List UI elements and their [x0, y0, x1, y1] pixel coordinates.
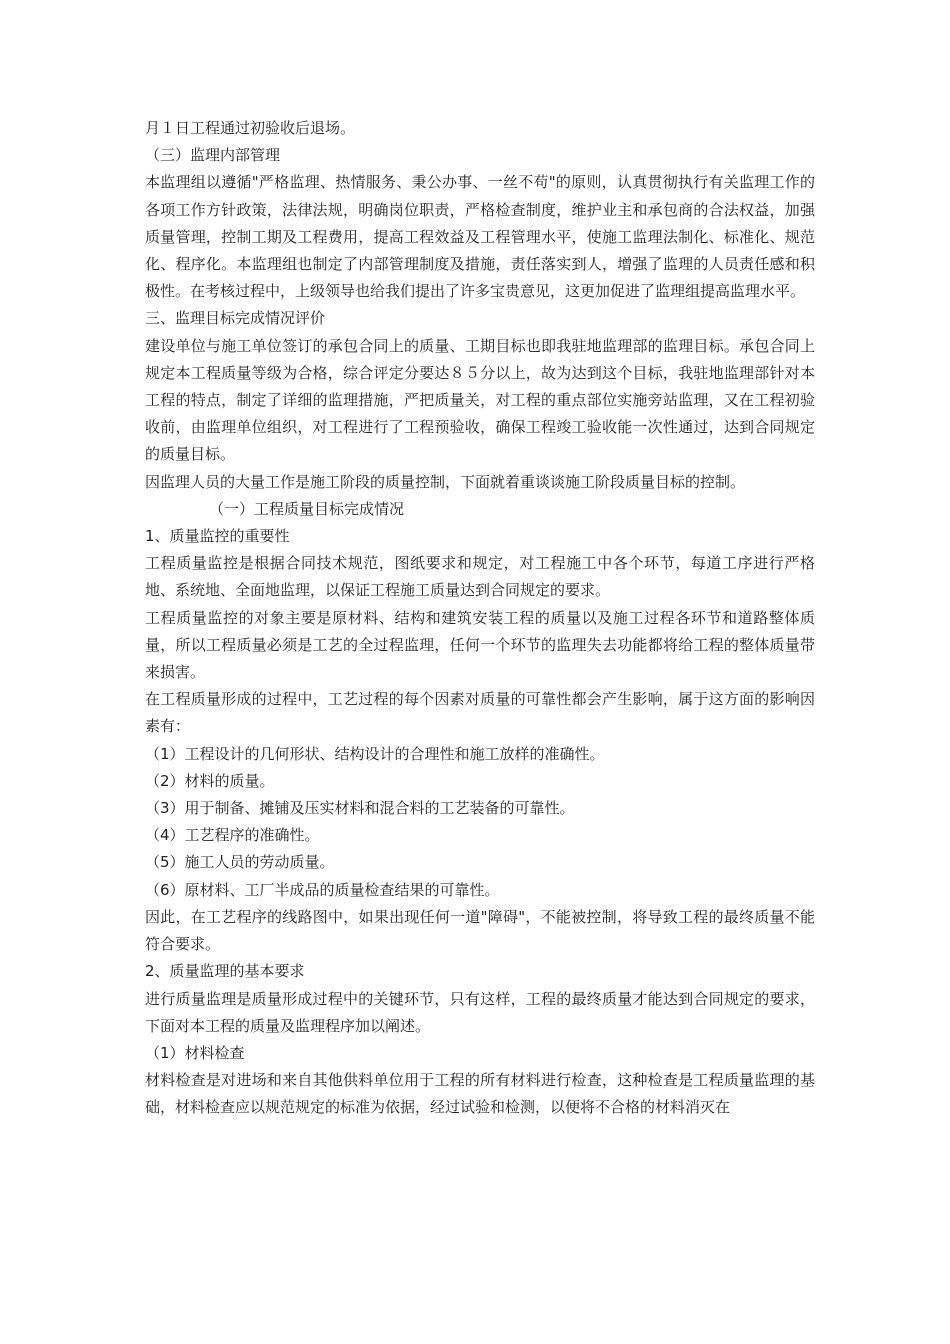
subheading-basic-requirements: 2、质量监理的基本要求 — [145, 962, 305, 981]
list-item-factor-3: （3）用于制备、摊铺及压实材料和混合料的工艺装备的可靠性。 — [145, 799, 575, 818]
paragraph-obstacle: 因此，在工艺程序的线路图中，如果出现任何一道"障碍"，不能被控制，将导致工程的最终质量不能符合要求。 — [145, 907, 815, 954]
section-heading-goal-evaluation: 三、监理目标完成情况评价 — [145, 309, 326, 328]
subheading-importance: 1、质量监控的重要性 — [145, 527, 290, 546]
paragraph-material-inspection: 材料检查是对进场和来自其他供料单位用于工程的所有材料进行检查，这种检查是工程质量监理的基础，材料检查应以规范规定的标准为依据，经过试验和检测，以便将不合格的材料消灭在 — [145, 1071, 815, 1117]
paragraph-contract-goals: 建设单位与施工单位签订的承包合同上的质量、工期目标也即我驻地监理部的监理目标。承包合同上规定本工程质量等级为合格，综合评定分要达８５分以上，故为达到这个目标，我驻地监理部针对本工程的特点，制定了详细的监理措施，严把质量关，对工程的重点部位实施旁站监理，又在工程初验收前，由监理单位组织，对工程进行了工程预验收，确保工程竣工验收能一次性通过，达到合同规定的质量目标。 — [145, 336, 815, 464]
subsection-heading-quality-goal: （一）工程质量目标完成情况 — [209, 499, 405, 518]
list-item-factor-2: （2）材料的质量。 — [145, 771, 275, 790]
paragraph-internal-management: 本监理组以遵循"严格监理、热情服务、秉公办事、一丝不苟"的原则，认真贯彻执行有关监理工作的各项工作方针政策，法律法规，明确岗位职责，严格检查制度，维护业主和承包商的合法权益，加强质量管理，控制工期及工程费用，提高工程效益及工程管理水平，使施工监理法制化、标准化、规范化、程序化。本监理组也制定了内部管理制度及措施，责任落实到人，增强了监理的人员责任感和积极性。在考核过程中，上级领导也给我们提出了许多宝贵意见，这更加促进了监理组提高监理水平。 — [145, 173, 815, 301]
paragraph-key-link: 进行质量监理是质量形成过程中的关键环节，只有这样，工程的最终质量才能达到合同规定的要求，下面对本工程的质量及监理程序加以阐述。 — [145, 989, 815, 1035]
section-heading-internal-management: （三）监理内部管理 — [145, 146, 281, 165]
paragraph-monitoring-objects: 工程质量监控的对象主要是原材料、结构和建筑安装工程的质量以及施工过程各环节和道路整体质量，所以工程质量必须是工艺的全过程监理，任何一个环节的监理失去功能都将给工程的整体质量带来损害。 — [145, 608, 815, 682]
list-item-factor-1: （1）工程设计的几何形状、结构设计的合理性和施工放样的准确性。 — [145, 744, 605, 763]
paragraph-continuation: 月１日工程通过初验收后退场。 — [145, 119, 356, 137]
document-body — [145, 115, 815, 1122]
list-item-factor-5: （5）施工人员的劳动质量。 — [145, 853, 335, 872]
paragraph-quality-monitoring: 工程质量监控是根据合同技术规范，图纸要求和规定，对工程施工中各个环节，每道工序进行严格地、系统地、全面地监理，以保证工程施工质量达到合同规定的要求。 — [145, 554, 815, 600]
list-item-factor-4: （4）工艺程序的准确性。 — [145, 826, 320, 845]
subheading-material-inspection: （1）材料检查 — [145, 1043, 245, 1062]
list-item-factor-6: （6）原材料、工厂半成品的质量检查结果的可靠性。 — [145, 880, 500, 899]
paragraph-construction-stage: 因监理人员的大量工作是施工阶段的质量控制，下面就着重谈谈施工阶段质量目标的控制。 — [145, 472, 746, 491]
paragraph-influencing-factors: 在工程质量形成的过程中，工艺过程的每个因素对质量的可靠性都会产生影响，属于这方面的影响因素有： — [145, 690, 815, 736]
